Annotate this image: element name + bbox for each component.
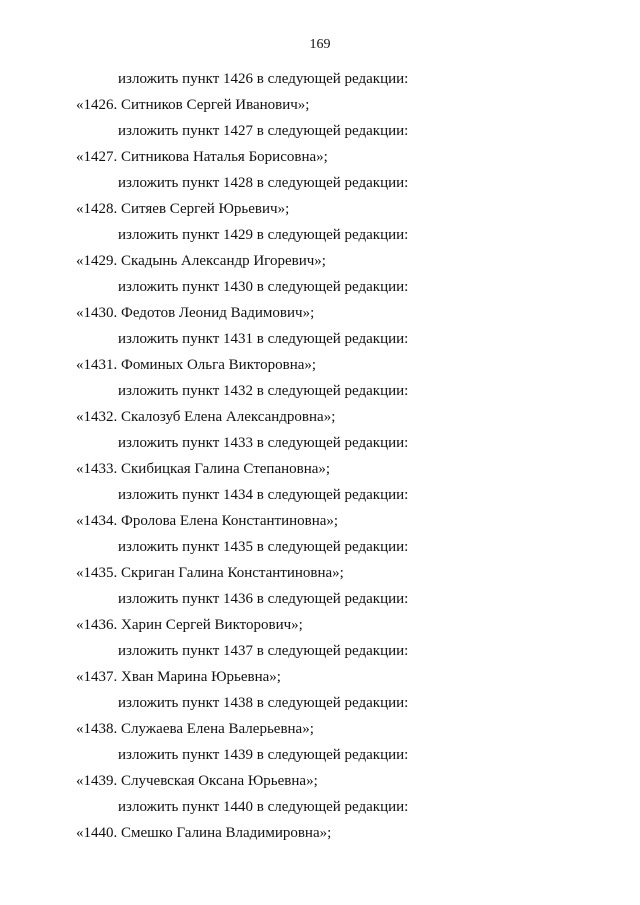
amendment-instruction: изложить пункт 1429 в следующей редакции:	[118, 227, 409, 243]
amendment-entry	[76, 586, 576, 638]
amendment-entry	[76, 274, 576, 326]
amendment-instruction: изложить пункт 1427 в следующей редакции:	[118, 123, 409, 139]
amendment-instruction: изложить пункт 1437 в следующей редакции:	[118, 643, 409, 659]
amendment-entry	[76, 534, 576, 586]
amendment-entry	[76, 222, 576, 274]
amendment-text: «1436. Харин Сергей Викторович»;	[76, 617, 303, 633]
amendment-entry	[76, 794, 576, 846]
amendment-entry	[76, 430, 576, 482]
amendment-text: «1433. Скибицкая Галина Степановна»;	[76, 461, 331, 477]
amendment-text: «1439. Случевская Оксана Юрьевна»;	[76, 773, 318, 789]
amendment-instruction: изложить пункт 1434 в следующей редакции:	[118, 487, 409, 503]
amendment-instruction: изложить пункт 1439 в следующей редакции:	[118, 747, 409, 763]
amendment-text: «1438. Служаева Елена Валерьевна»;	[76, 721, 314, 737]
amendment-instruction: изложить пункт 1436 в следующей редакции:	[118, 591, 409, 607]
amendment-instruction: изложить пункт 1438 в следующей редакции:	[118, 695, 409, 711]
amendment-entry	[76, 378, 576, 430]
amendment-instruction: изложить пункт 1430 в следующей редакции:	[118, 279, 409, 295]
amendment-entry	[76, 638, 576, 690]
amendment-instruction: изложить пункт 1435 в следующей редакции:	[118, 539, 409, 555]
amendment-entry	[76, 482, 576, 534]
amendment-text: «1431. Фоминых Ольга Викторовна»;	[76, 357, 317, 373]
amendment-text: «1429. Скадынь Александр Игоревич»;	[76, 253, 326, 269]
amendment-instruction: изложить пункт 1426 в следующей редакции:	[118, 71, 409, 87]
amendment-entry	[76, 326, 576, 378]
amendment-entry	[76, 170, 576, 222]
amendment-text: «1434. Фролова Елена Константиновна»;	[76, 513, 339, 529]
page-number: 169	[309, 37, 331, 52]
amendment-text: «1437. Хван Марина Юрьевна»;	[76, 669, 281, 685]
amendment-text: «1435. Скриган Галина Константиновна»;	[76, 565, 344, 581]
amendment-text: «1428. Ситяев Сергей Юрьевич»;	[76, 201, 290, 217]
amendment-instruction: изложить пункт 1431 в следующей редакции:	[118, 331, 409, 347]
amendment-entry	[76, 742, 576, 794]
amendment-text: «1427. Ситникова Наталья Борисовна»;	[76, 149, 328, 165]
amendment-instruction: изложить пункт 1440 в следующей редакции:	[118, 799, 409, 815]
amendment-instruction: изложить пункт 1432 в следующей редакции:	[118, 383, 409, 399]
document-body	[76, 66, 576, 846]
amendment-entry	[76, 118, 576, 170]
amendment-text: «1430. Федотов Леонид Вадимович»;	[76, 305, 315, 321]
amendment-text: «1440. Смешко Галина Владимировна»;	[76, 825, 332, 841]
amendment-entry	[76, 66, 576, 118]
amendment-text: «1426. Ситников Сергей Иванович»;	[76, 97, 310, 113]
amendment-instruction: изложить пункт 1428 в следующей редакции:	[118, 175, 409, 191]
amendment-text: «1432. Скалозуб Елена Александровна»;	[76, 409, 336, 425]
amendment-entry	[76, 690, 576, 742]
amendment-instruction: изложить пункт 1433 в следующей редакции:	[118, 435, 409, 451]
